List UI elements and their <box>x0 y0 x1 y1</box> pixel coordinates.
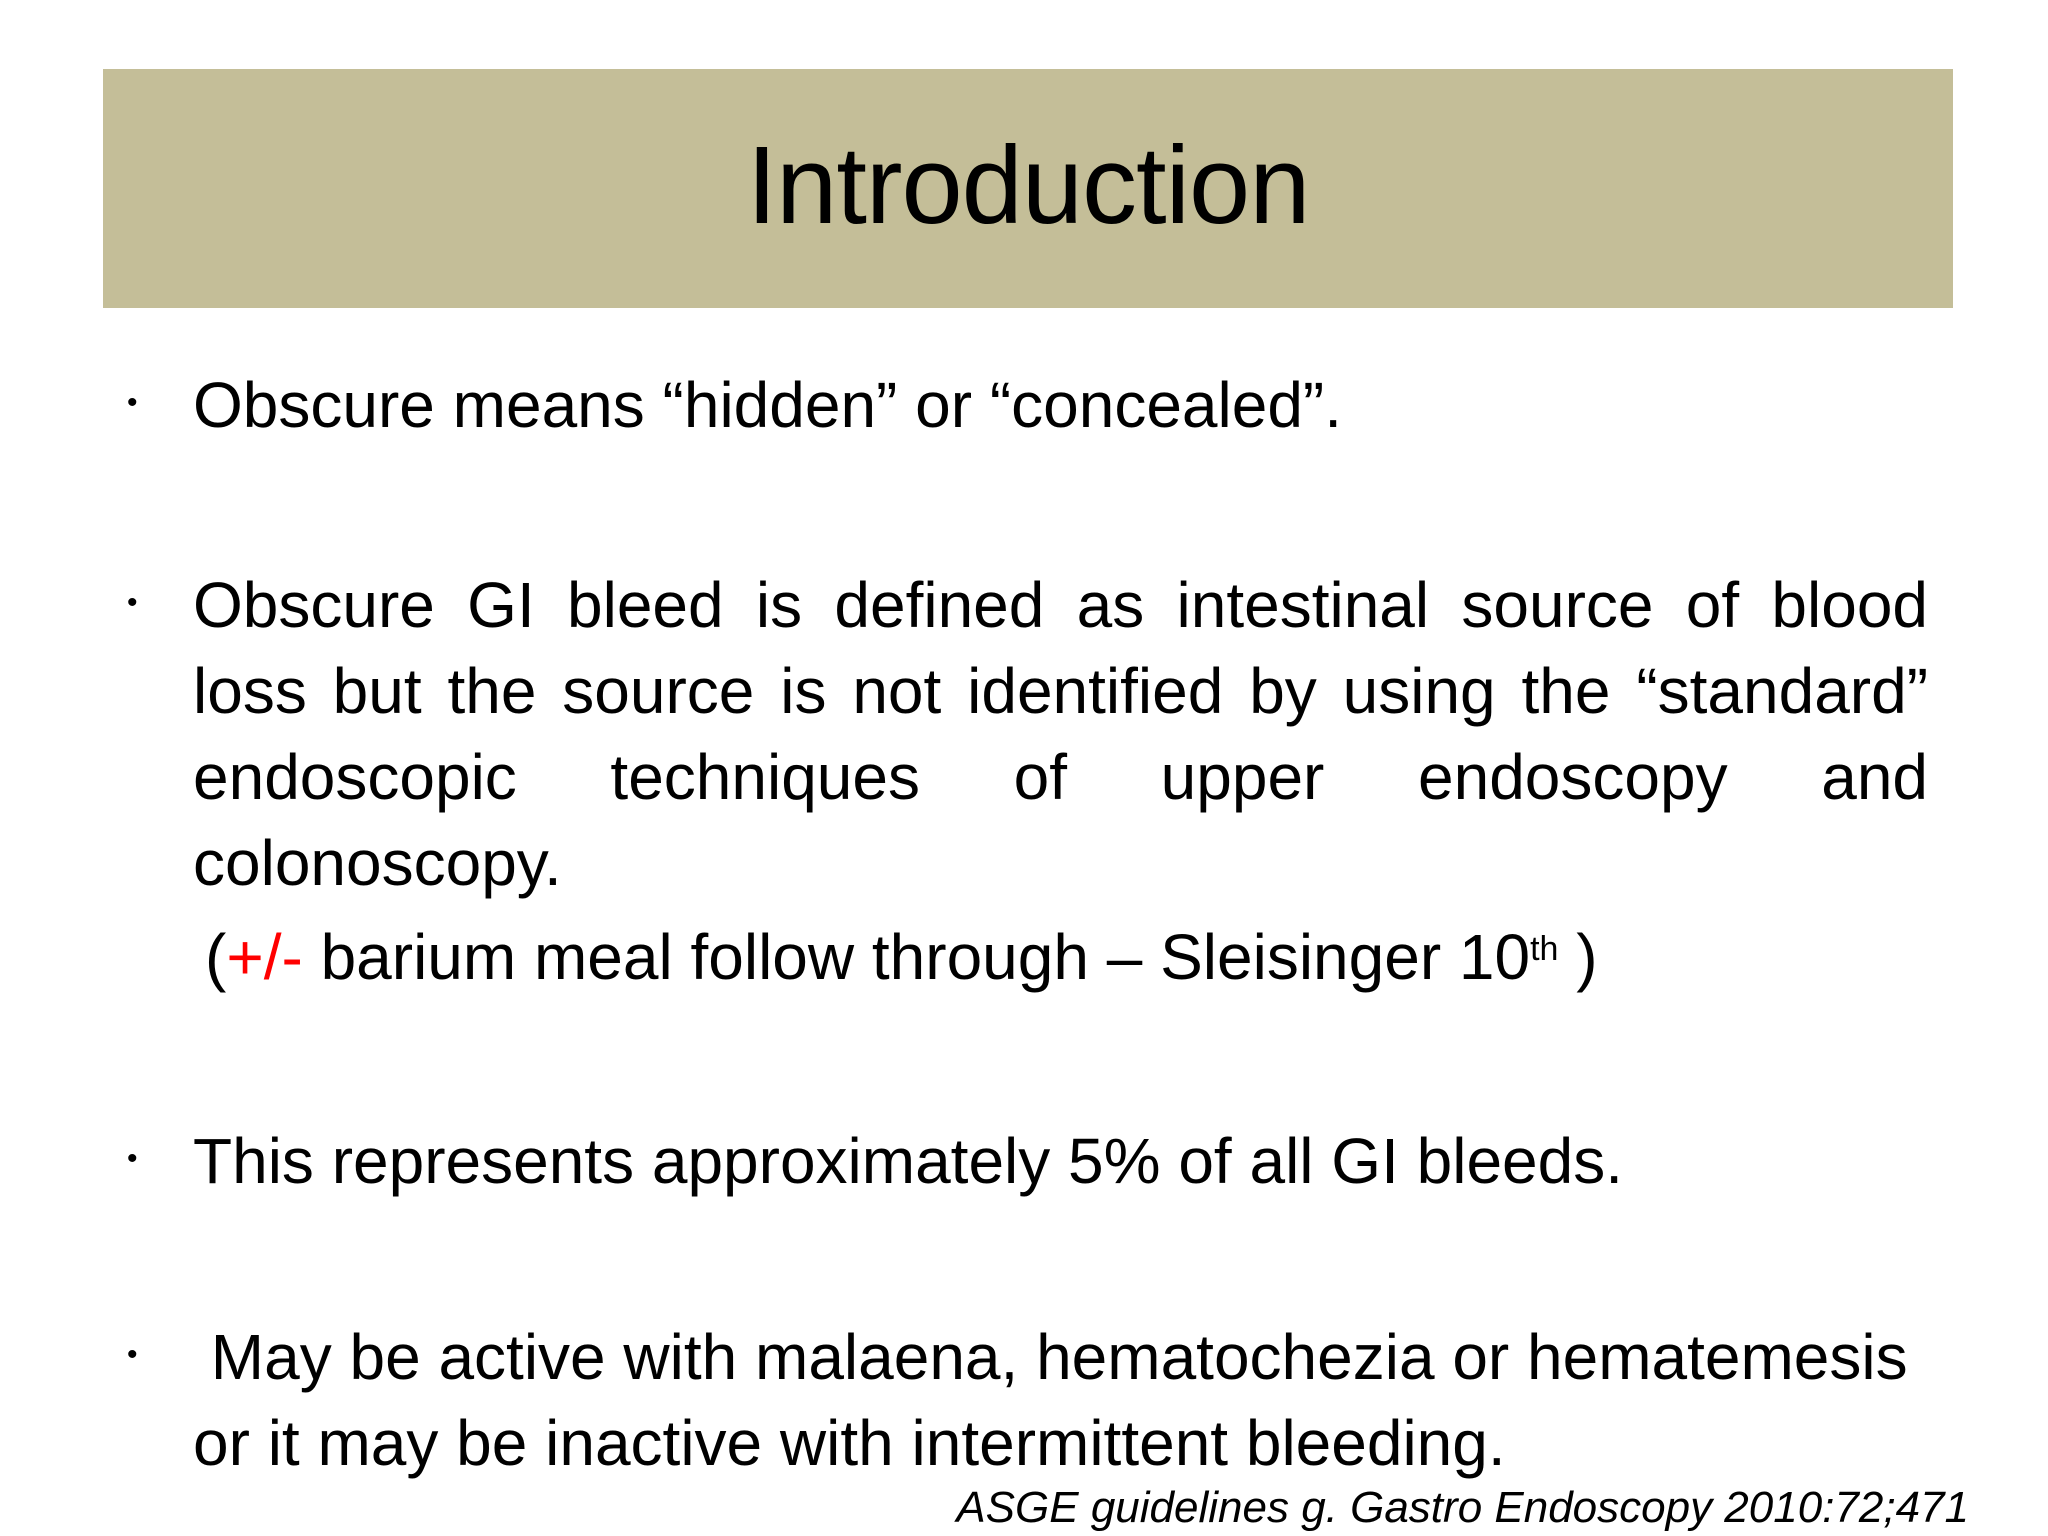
slide-title: Introduction <box>746 123 1310 247</box>
note-close-paren: ) <box>1558 921 1598 993</box>
bullet-2-line-1: Obscure GI bleed is defined as intestinal source of blood <box>193 569 1928 641</box>
note-open-paren: ( <box>205 921 227 993</box>
note-plus-minus: +/- <box>226 921 303 993</box>
bullet-2-text <box>193 562 1928 906</box>
note-main-text: barium meal follow through – Sleisinger 10 <box>302 921 1531 993</box>
bullet-3-text: This represents approximately 5% of all GI bleeds. <box>193 1125 1623 1197</box>
citation: ASGE guidelines g. Gastro Endoscopy 2010:72;471 <box>956 1483 1969 1532</box>
title-bar <box>103 69 1953 308</box>
bullet-1-text: Obscure means “hidden” or “concealed”. <box>193 369 1342 441</box>
bullet-marker: • <box>127 1142 138 1175</box>
bullet-4-line-2: or it may be inactive with intermittent bleeding. <box>193 1407 1506 1479</box>
bullet-2-line-3: endoscopic techniques of upper endoscopy and <box>193 741 1928 813</box>
bullet-2-line-4: colonoscopy. <box>193 827 562 899</box>
note-superscript: th <box>1530 930 1559 968</box>
reference-note <box>205 914 1598 1000</box>
bullet-2-line-2: loss but the source is not identified by using the “standard” <box>193 655 1928 727</box>
bullet-marker: • <box>127 586 138 619</box>
bullet-marker: • <box>127 1338 138 1371</box>
bullet-4-line-1: May be active with malaena, hematochezia or hematemesis <box>193 1321 1908 1393</box>
bullet-marker: • <box>127 386 138 419</box>
